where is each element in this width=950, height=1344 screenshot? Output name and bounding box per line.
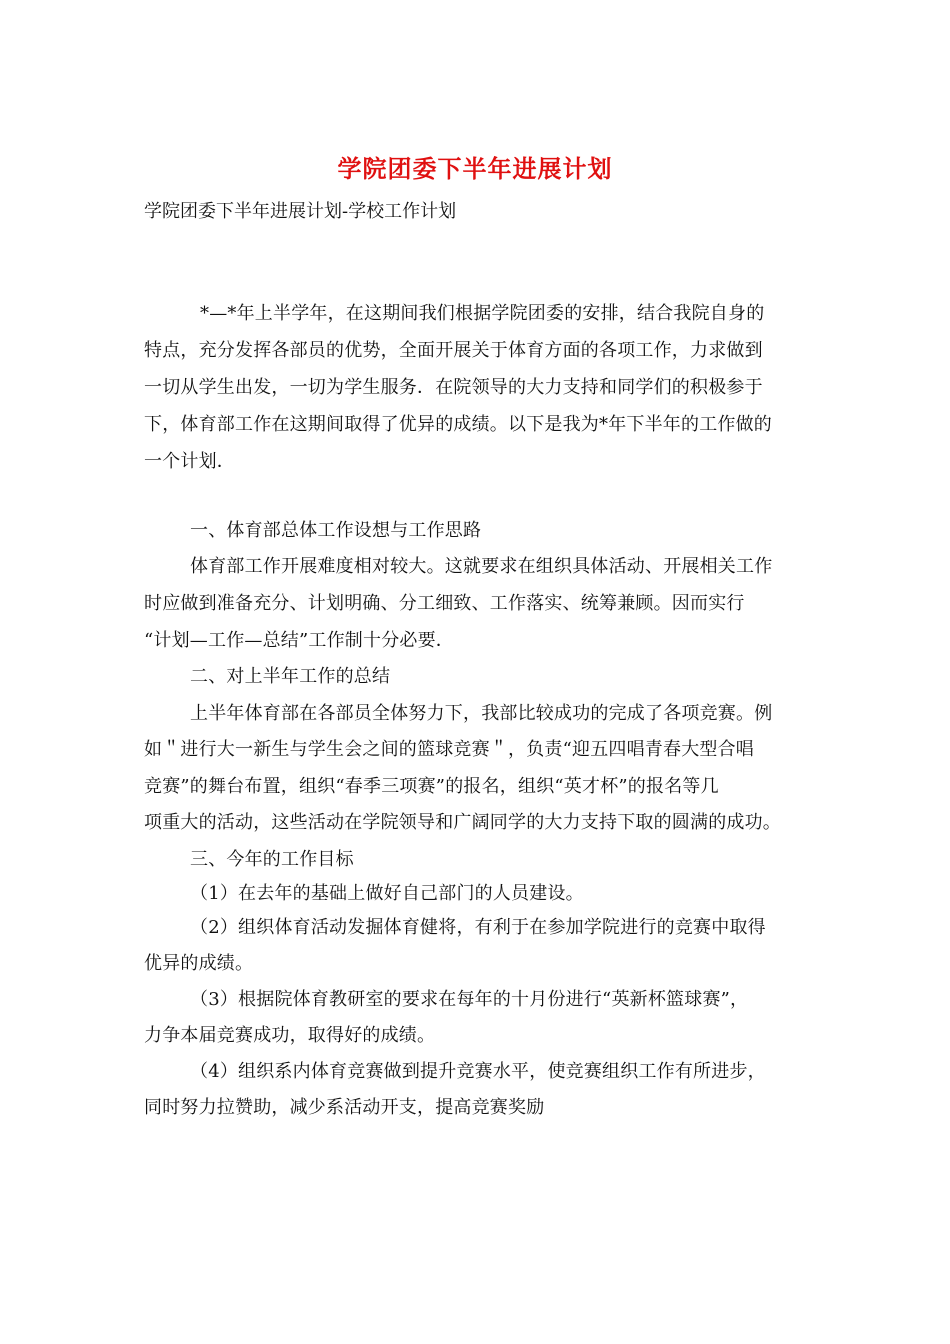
list-item-continuation: 力争本届竞赛成功，取得好的成绩。 <box>144 1025 436 1046</box>
paragraph-line: “计划—工作—总结”工作制十分必要． <box>144 630 455 651</box>
document-subtitle: 学院团委下半年进展计划-学校工作计划 <box>144 201 457 222</box>
paragraph-line: *—*年上半学年，在这期间我们根据学院团委的安排，结合我院自身的 <box>200 303 765 324</box>
paragraph-line: 体育部工作开展难度相对较大。这就要求在组织具体活动、开展相关工作 <box>190 556 773 577</box>
section-heading: 三、今年的工作目标 <box>190 849 354 870</box>
paragraph-line: 下，体育部工作在这期间取得了优异的成绩。以下是我为*年下半年的工作做的 <box>144 414 772 435</box>
document-title: 学院团委下半年进展计划 <box>337 154 613 183</box>
paragraph-line: 一个计划． <box>144 451 235 472</box>
paragraph-line: 项重大的活动，这些活动在学院领导和广阔同学的大力支持下取的圆满的成功。 <box>144 812 781 833</box>
list-item-continuation: 优异的成绩。 <box>144 953 254 974</box>
paragraph-line: 时应做到准备充分、计划明确、分工细致、工作落实、统筹兼顾。因而实行 <box>144 593 745 614</box>
paragraph-line: 一切从学生出发，一切为学生服务．在院领导的大力支持和同学们的积极参于 <box>144 377 763 398</box>
list-item: （4）组织系内体育竞赛做到提升竞赛水平，使竞赛组织工作有所进步， <box>190 1061 766 1082</box>
list-item-continuation: 同时努力拉赞助，减少系活动开支，提高竞赛奖励 <box>144 1097 545 1118</box>
section-heading: 二、对上半年工作的总结 <box>190 666 391 687</box>
list-item: （3）根据院体育教研室的要求在每年的十月份进行“英新杯篮球赛”， <box>190 989 749 1010</box>
list-item: （2）组织体育活动发掘体育健将，有利于在参加学院进行的竞赛中取得 <box>190 917 766 938</box>
section-heading: 一、体育部总体工作设想与工作思路 <box>190 520 482 541</box>
paragraph-line: 竞赛”的舞台布置，组织“春季三项赛”的报名，组织“英才杯”的报名等几 <box>144 776 719 797</box>
paragraph-line: 上半年体育部在各部员全体努力下，我部比较成功的完成了各项竞赛。例 <box>190 703 773 724</box>
paragraph-line: 特点，充分发挥各部员的优势，全面开展关于体育方面的各项工作，力求做到 <box>144 340 763 361</box>
list-item: （1）在去年的基础上做好自己部门的人员建设。 <box>190 883 584 904</box>
paragraph-line: 如＂进行大一新生与学生会之间的篮球竞赛＂，负责“迎五四唱青春大型合唱 <box>144 739 754 760</box>
